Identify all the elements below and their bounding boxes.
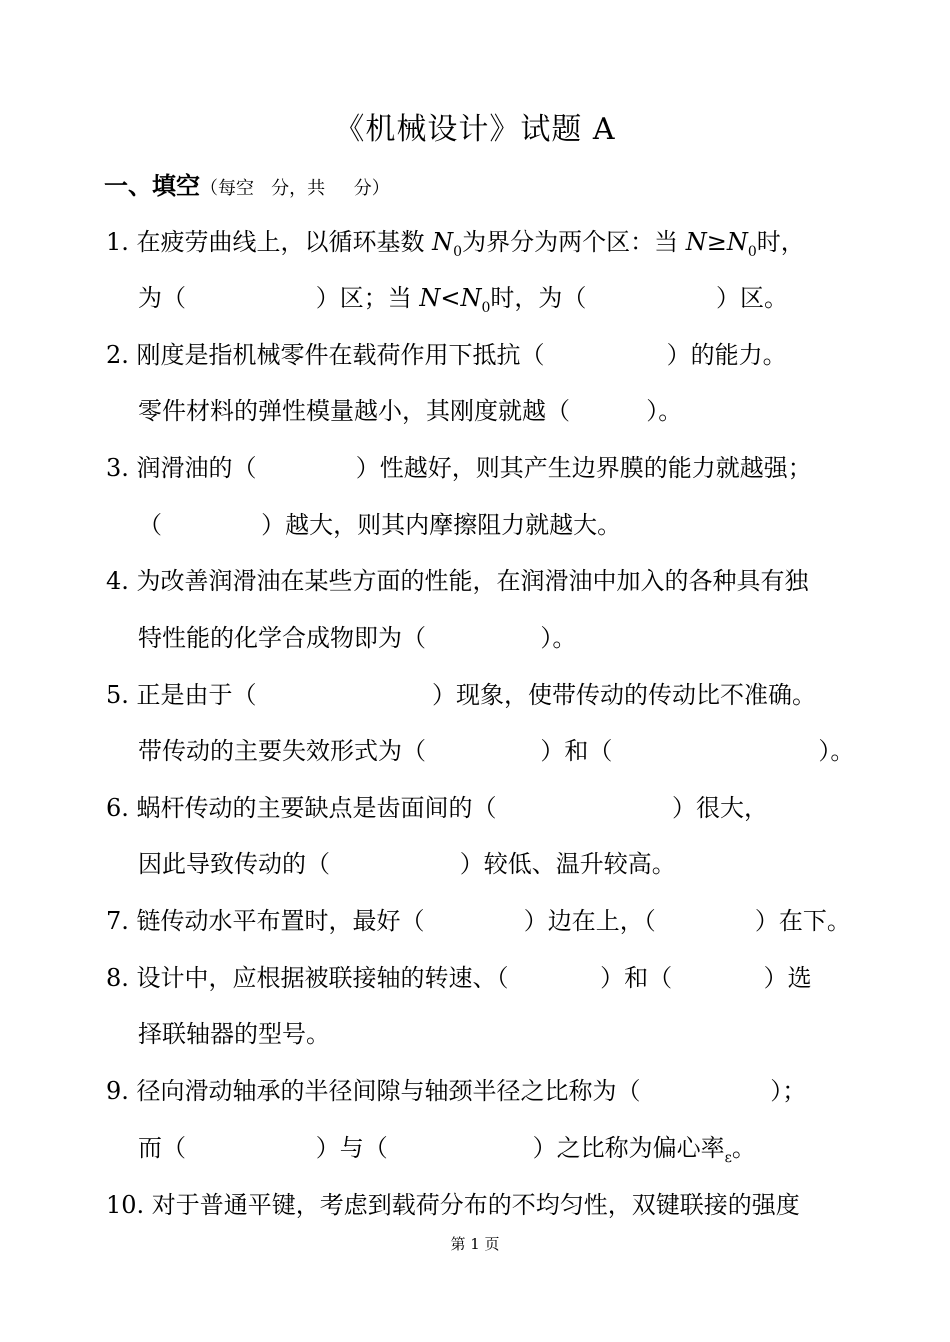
section-heading bbox=[104, 166, 390, 201]
question-number: 10. bbox=[106, 1191, 145, 1219]
question-8-line-1 bbox=[106, 958, 866, 998]
symbol-n: N bbox=[419, 284, 441, 312]
question-text: 。 bbox=[731, 1134, 756, 1162]
symbol-n: N bbox=[460, 284, 482, 312]
question-number: 7. bbox=[106, 907, 129, 935]
symbol-n: N bbox=[726, 228, 748, 256]
question-text: 特性能的化学合成物即为（ ）。 bbox=[138, 624, 577, 652]
question-4-line-2 bbox=[138, 618, 898, 658]
question-2-line-1 bbox=[106, 335, 866, 375]
question-text: 择联轴器的型号。 bbox=[138, 1020, 330, 1048]
question-text: 正是由于（ ）现象，使带传动的传动比不准确。 bbox=[128, 681, 816, 709]
question-text: 为（ ）区；当 bbox=[138, 284, 420, 312]
question-text: 对于普通平键，考虑到载荷分布的不均匀性，双键联接的强度 bbox=[144, 1191, 800, 1219]
question-number: 3. bbox=[106, 454, 129, 482]
question-10-line-1 bbox=[106, 1185, 866, 1225]
symbol-subscript-0: 0 bbox=[453, 243, 463, 260]
section-score-note: （每空 分，共 分） bbox=[200, 178, 390, 199]
question-1-line-1 bbox=[106, 222, 866, 262]
question-text: （ ）越大，则其内摩擦阻力就越大。 bbox=[138, 511, 622, 539]
question-text: 而（ ）与（ ）之比称为偏心率 bbox=[138, 1134, 725, 1162]
symbol-subscript-0: 0 bbox=[481, 299, 491, 316]
question-text: 润滑油的（ ）性越好，则其产生边界膜的能力就越强； bbox=[128, 454, 812, 482]
question-text: 为改善润滑油在某些方面的性能，在润滑油中加入的各种具有独 bbox=[128, 567, 809, 595]
symbol-n: N bbox=[685, 228, 707, 256]
symbol-geq: ≥ bbox=[706, 228, 727, 256]
question-9-line-1 bbox=[106, 1071, 866, 1111]
question-4-line-1 bbox=[106, 561, 866, 601]
symbol-subscript-0: 0 bbox=[747, 243, 757, 260]
symbol-lt: < bbox=[440, 284, 461, 312]
question-text: 径向滑动轴承的半径间隙与轴颈半径之比称为（ ）； bbox=[128, 1077, 807, 1105]
question-text: 因此导致传动的（ ）较低、温升较高。 bbox=[138, 850, 676, 878]
question-text: 零件材料的弹性模量越小，其刚度就越（ ）。 bbox=[138, 397, 683, 425]
section-heading-label: 一、填空 bbox=[104, 172, 200, 200]
question-number: 6. bbox=[106, 794, 129, 822]
question-8-line-2 bbox=[138, 1014, 898, 1054]
question-2-line-2 bbox=[138, 391, 898, 431]
question-9-line-2 bbox=[138, 1128, 898, 1168]
question-text: 设计中，应根据被联接轴的转速、（ ）和（ ）选 bbox=[128, 964, 812, 992]
question-number: 9. bbox=[106, 1077, 129, 1105]
question-text: 时， bbox=[756, 228, 805, 256]
question-5-line-1 bbox=[106, 675, 866, 715]
question-6-line-1 bbox=[106, 788, 866, 828]
question-1-line-2 bbox=[138, 278, 898, 318]
question-number: 1. bbox=[106, 228, 129, 256]
question-3-line-1 bbox=[106, 448, 866, 488]
question-5-line-2 bbox=[138, 731, 898, 771]
question-text: 带传动的主要失效形式为（ ）和（ ）。 bbox=[138, 737, 855, 765]
question-text: 刚度是指机械零件在载荷作用下抵抗（ ）的能力。 bbox=[128, 341, 787, 369]
question-3-line-2 bbox=[138, 505, 898, 545]
question-text: 在疲劳曲线上，以循环基数 bbox=[128, 228, 433, 256]
question-7-line-1 bbox=[106, 901, 866, 941]
question-number: 5. bbox=[106, 681, 129, 709]
question-number: 2. bbox=[106, 341, 129, 369]
question-6-line-2 bbox=[138, 844, 898, 884]
exam-title: 《机械设计》试题 A bbox=[334, 112, 616, 147]
question-text: 蜗杆传动的主要缺点是齿面间的（ ）很大， bbox=[128, 794, 768, 822]
symbol-n: N bbox=[432, 228, 454, 256]
page-number: 第 1 页 bbox=[450, 1235, 500, 1253]
question-number: 8. bbox=[106, 964, 129, 992]
question-text: 链传动水平布置时，最好（ ）边在上，（ ）在下。 bbox=[128, 907, 851, 935]
question-number: 4. bbox=[106, 567, 129, 595]
symbol-epsilon: ε bbox=[724, 1149, 732, 1166]
question-text: 时，为（ ）区。 bbox=[490, 284, 789, 312]
question-text: 为界分为两个区：当 bbox=[462, 228, 686, 256]
